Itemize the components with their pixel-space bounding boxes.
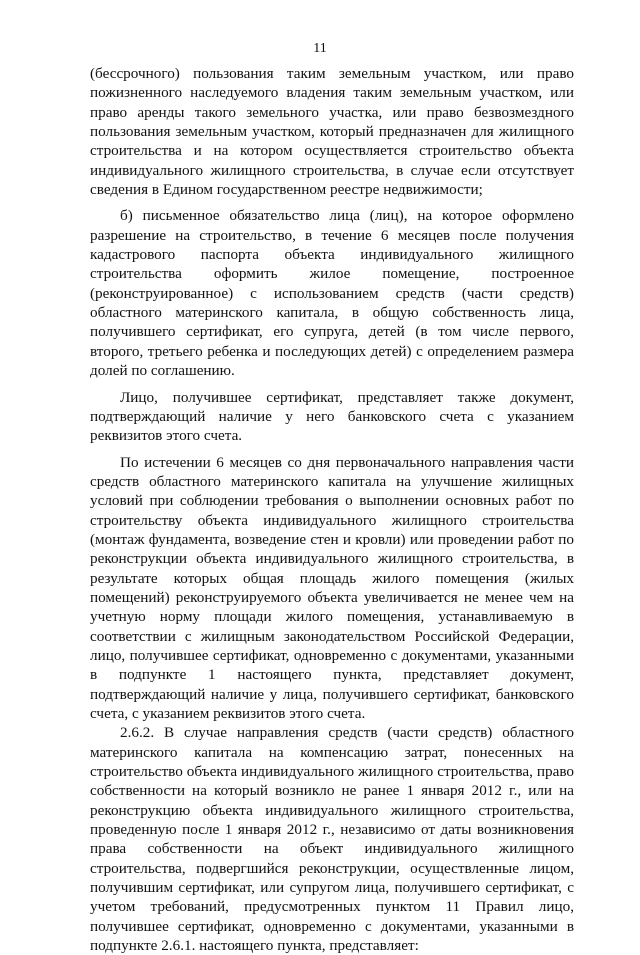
- paragraph-2-6-2: 2.6.2. В случае направления средств (части средств) областного материнского капитала на компенсацию затрат, понесенных на строительство объекта индивидуального жилищного строительства, право собственности на который возникло не ранее 1 января 2012 г., или на реконструкцию объекта индивидуального жилищного строительства, проведенную после 1 января 2012 г., независимо от даты возникновения права собственности на объект индивидуального жилищного строительства, подвергшийся реконструкции, осуществленные лицом, получившим сертификат, или супругом лица, получившего сертификат, с учетом требований, предусмотренных пунктом 11 Правил лицо, получившее сертификат, одновременно с документами, указанными в подпункте 2.6.1. настоящего пункта, представляет:: [90, 724, 574, 955]
- document-body: [90, 64, 574, 955]
- paragraph-continuation: (бессрочного) пользования таким земельным участком, или право пожизненного наследуемого владения таким земельным участком, или право аренды такого земельного участка, или право безвозмездного пользования земельным участком, который предназначен для жилищного строительства и на котором осуществляется строительство объекта индивидуального жилищного строительства, в случае если отсутствует сведения в Едином государственном реестре недвижимости;: [90, 65, 574, 199]
- paragraph-six-months: По истечении 6 месяцев со дня первоначального направления части средств областного материнского капитала на улучшение жилищных условий при соблюдении требования о выполнении основных работ по строительству объекта индивидуального жилищного строительства (монтаж фундамента, возведение стен и кровли) или проведении работ по реконструкции объекта индивидуального жилищного строительства, в результате которых общая площадь жилого помещения (жилых помещений) реконструируемого объекта увеличивается не менее чем на учетную норму площади жилого помещения, устанавливаемую в соответствии с жилищным законодательством Российской Федерации, лицо, получившее сертификат, одновременно с документами, указанными в подпункте 1 настоящего пункта, представляет документ, подтверждающий наличие у лица, получившего сертификат, банковского счета, с указанием реквизитов этого счета.: [90, 453, 574, 722]
- page-number: 11: [313, 41, 327, 56]
- paragraph-item-b: б) письменное обязательство лица (лиц), на которое оформлено разрешение на строительство, в течение 6 месяцев после получения кадастрового паспорта объекта индивидуального жилищного строительства оформить жилое помещение, построенное (реконструированное) с использованием средств (части средств) областного материнского капитала, в общую собственность лица, получившего сертификат, его супруга, детей (в том числе первого, второго, третьего ребенка и последующих детей) с определением размера долей по соглашению.: [90, 207, 574, 380]
- paragraph-bank-account: Лицо, получившее сертификат, представляет также документ, подтверждающий наличие у него банковского счета с указанием реквизитов этого счета.: [90, 388, 574, 445]
